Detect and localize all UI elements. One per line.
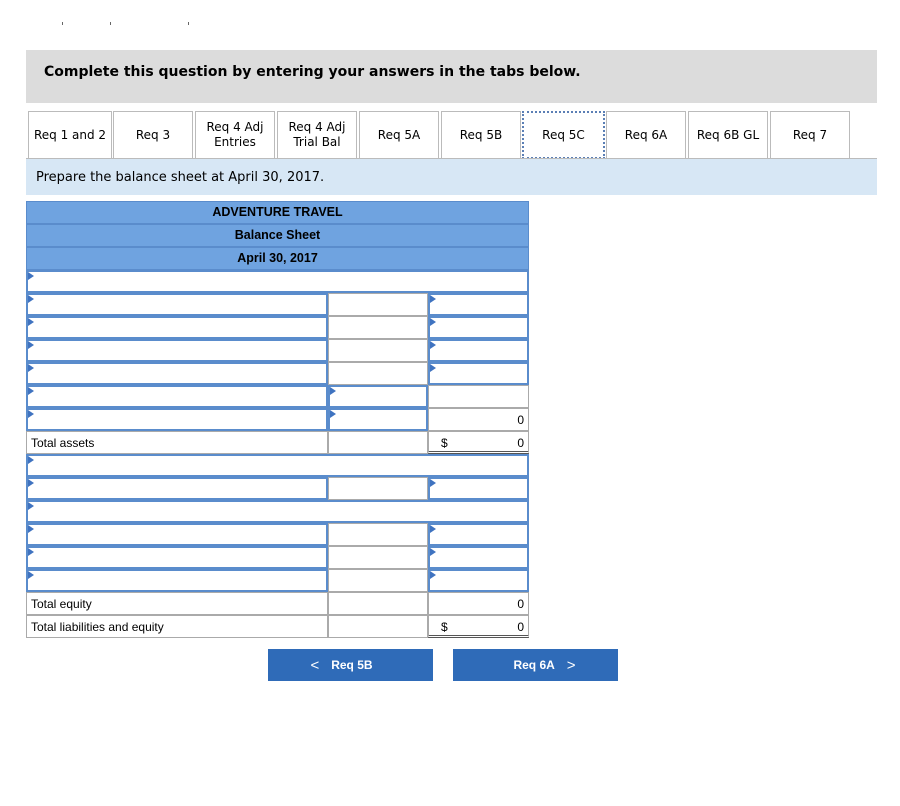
dropdown-arrow-icon [28, 272, 34, 280]
total-assets-label: Total assets [31, 436, 95, 450]
banner-text: Complete this question by entering your answers in the tabs below. [44, 64, 581, 80]
dropdown-arrow-icon [28, 479, 34, 487]
dropdown-arrow-icon [430, 571, 436, 579]
dropdown-arrow-icon [28, 364, 34, 372]
account-input[interactable] [26, 316, 328, 339]
total-equity-label-cell [26, 592, 328, 615]
dropdown-arrow-icon [430, 525, 436, 533]
amount-cell[interactable] [328, 546, 428, 569]
dropdown-arrow-icon [28, 410, 34, 418]
account-input[interactable] [26, 523, 328, 546]
amount-cell [328, 615, 428, 638]
prev-req-button[interactable]: < Req 5B [268, 649, 433, 681]
total-cell[interactable] [428, 316, 529, 339]
account-input[interactable] [26, 546, 328, 569]
amount-cell[interactable] [328, 316, 428, 339]
subtotal-cell: 0 [428, 408, 529, 431]
account-input[interactable] [26, 569, 328, 592]
account-input[interactable] [26, 339, 328, 362]
amount-cell[interactable] [328, 569, 428, 592]
statement-date: April 30, 2017 [26, 247, 529, 270]
statement-title: Balance Sheet [26, 224, 529, 247]
account-input[interactable] [26, 293, 328, 316]
amount-cell[interactable] [328, 477, 428, 500]
account-input[interactable] [26, 477, 328, 500]
tab-req-1-and-2[interactable]: Req 1 and 2 [28, 111, 112, 158]
dropdown-arrow-icon [430, 318, 436, 326]
dropdown-arrow-icon [28, 548, 34, 556]
tab-req-5b[interactable]: Req 5B [441, 111, 521, 158]
dropdown-arrow-icon [430, 295, 436, 303]
dropdown-arrow-icon [430, 479, 436, 487]
tab-req-4-adj-trial-bal[interactable]: Req 4 Adj Trial Bal [277, 111, 357, 158]
amount-cell[interactable] [328, 362, 428, 385]
total-cell[interactable] [428, 385, 529, 408]
tab-req-6a[interactable]: Req 6A [606, 111, 686, 158]
tab-req-5a[interactable]: Req 5A [359, 111, 439, 158]
account-input[interactable] [26, 408, 328, 431]
dropdown-arrow-icon [28, 318, 34, 326]
account-input[interactable] [26, 362, 328, 385]
total-cell[interactable] [428, 362, 529, 385]
amount-input[interactable] [328, 385, 428, 408]
amount-cell [328, 592, 428, 615]
dropdown-arrow-icon [330, 410, 336, 418]
top-decoration [60, 18, 200, 26]
amount-input[interactable] [328, 408, 428, 431]
total-assets-label-cell [26, 431, 328, 454]
dropdown-arrow-icon [430, 341, 436, 349]
amount-cell [328, 431, 428, 454]
tab-req-4-adj-entries[interactable]: Req 4 Adj Entries [195, 111, 275, 158]
dropdown-arrow-icon [28, 502, 34, 510]
tab-req-5c[interactable]: Req 5C [522, 111, 605, 159]
total-equity-value-cell: 0 [428, 592, 529, 615]
amount-cell[interactable] [328, 293, 428, 316]
chevron-right-icon: > [566, 656, 576, 674]
instruction-text: Prepare the balance sheet at April 30, 2017. [36, 170, 325, 185]
dropdown-arrow-icon [330, 387, 336, 395]
total-cell[interactable] [428, 569, 529, 592]
dropdown-arrow-icon [430, 548, 436, 556]
amount-cell[interactable] [328, 339, 428, 362]
company-name: ADVENTURE TRAVEL [26, 201, 529, 224]
dropdown-arrow-icon [28, 525, 34, 533]
section-heading-input[interactable] [26, 500, 529, 523]
dropdown-arrow-icon [28, 571, 34, 579]
tab-req-3[interactable]: Req 3 [113, 111, 193, 158]
total-cell[interactable] [428, 339, 529, 362]
total-cell[interactable] [428, 293, 529, 316]
instruction-bar [26, 159, 877, 195]
total-assets-value-cell: $ 0 [428, 431, 529, 454]
section-heading-input[interactable] [26, 270, 529, 293]
dropdown-arrow-icon [28, 387, 34, 395]
tab-req-6b-gl[interactable]: Req 6B GL [688, 111, 768, 158]
section-heading-input[interactable] [26, 454, 529, 477]
total-cell[interactable] [428, 546, 529, 569]
total-liab-equity-label-cell [26, 615, 328, 638]
total-liab-equity-value-cell: $ 0 [428, 615, 529, 638]
total-cell[interactable] [428, 523, 529, 546]
next-req-button[interactable]: Req 6A > [453, 649, 618, 681]
account-input[interactable] [26, 385, 328, 408]
dropdown-arrow-icon [28, 341, 34, 349]
amount-cell[interactable] [328, 523, 428, 546]
dropdown-arrow-icon [28, 456, 34, 464]
dropdown-arrow-icon [430, 364, 436, 372]
total-cell[interactable] [428, 477, 529, 500]
chevron-left-icon: < [310, 656, 320, 674]
total-equity-label: Total equity [31, 597, 92, 611]
total-liab-equity-label: Total liabilities and equity [31, 620, 164, 634]
tab-req-7[interactable]: Req 7 [770, 111, 850, 158]
dropdown-arrow-icon [28, 295, 34, 303]
question-banner [26, 50, 877, 103]
